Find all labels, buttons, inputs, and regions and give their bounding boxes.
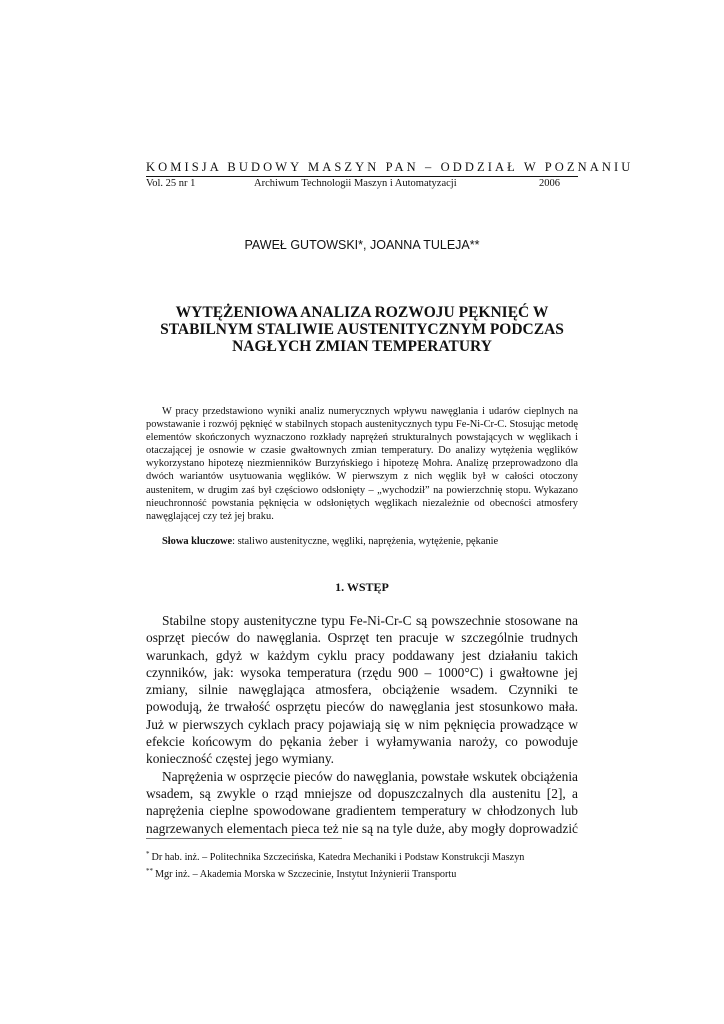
footnote-1 (146, 848, 578, 865)
body-line: zmiany, silnie nawęglająca atmosfera, obciążenie wsadem. Czynniki te (146, 682, 578, 698)
body-line: Już w pierwszych cyklach pracy pojawiają się w nim pęknięcia prowadzące w (146, 716, 578, 732)
body-line: czynników, jak: wysoka temperatura (rzędu 900 – 1000°C) i gwałtowne jej (146, 664, 578, 680)
journal-organization-header: KOMISJA BUDOWY MASZYN PAN – ODDZIAŁ W POZNANIU (146, 160, 634, 174)
keywords-label: Słowa kluczowe (162, 536, 233, 547)
body-line: naprężenia cieplne spowodowane gradientem temperatury w chłodzonych lub (146, 803, 578, 819)
paper-authors: PAWEŁ GUTOWSKI*, JOANNA TULEJA** (244, 238, 480, 252)
footnote-mark: * (146, 850, 150, 858)
footnotes (146, 848, 578, 881)
body-line: Stabilne stopy austenityczne typu Fe-Ni-Cr-C są powszechnie stosowane na (162, 613, 578, 628)
paper-title-line: WYTĘŻENIOWA ANALIZA ROZWOJU PĘKNIĘĆ W (175, 304, 549, 321)
paper-title-line: NAGŁYCH ZMIAN TEMPERATURY (232, 338, 492, 355)
footnote-divider (146, 838, 342, 839)
abstract-text: W pracy przedstawiono wyniki analiz numerycznych wpływu nawęglania i udarów cieplnych na powstawanie i rozwój pęknięć w stabilnych stopach austenitycznych typu Fe-Ni-Cr-C. Stosując metodę elementów skończonych wyznaczono rozkłady naprężeń strukturalnych powstających w węglikach i otaczającej je osnowie w czasie gwałtownych zmian temperatury. Do analizy wytężenia węglików wykorzystano hipotezę niezmienników Burzyńskiego i hipotezę Mohra. Analizę przeprowadzono dla dwóch wariantów usytuowania węglików. W pierwszym z nich węglik był w całości otoczony austenitem, w drugim zaś był częściowo odsłonięty – „wychodził” na powierzchnię stopu. Wykazano nieuchronność powstania pęknięcia w odsłoniętych węglikach niezależnie od obecności atmosfery nawęglającej czy też jej braku. (146, 406, 578, 522)
paragraph-2 (146, 768, 578, 837)
body-text (146, 612, 578, 837)
body-line: powodują, że trwałość osprzętu pieców do nawęglania jest stosunkowo mała. (146, 699, 578, 715)
body-line: wsadem, są zwykle o rząd mniejsze od dopuszczalnych dla austenitu [2], a (146, 785, 578, 801)
paper-title-line: STABILNYM STALIWIE AUSTENITYCZNYM PODCZAS (160, 321, 564, 338)
journal-year: 2006 (539, 178, 560, 189)
body-line: warunkach, gdyż w każdym cyklu pracy poddawany jest działaniu takich (146, 647, 578, 663)
paragraph-1 (146, 612, 578, 768)
keywords (162, 536, 578, 547)
footnote-text: Dr hab. inż. – Politechnika Szczecińska, Katedra Mechaniki i Podstaw Konstrukcji Maszyn (151, 852, 525, 863)
footnote-text: Mgr inż. – Akademia Morska w Szczecinie, Instytut Inżynierii Transportu (155, 868, 457, 880)
journal-info-row (146, 176, 578, 189)
paper-title (146, 304, 578, 355)
paper-abstract (146, 405, 578, 523)
body-line: osprzęt pieców do nawęglania. Osprzęt ten pracuje w szczególnie trudnych (146, 630, 578, 646)
keywords-text: : staliwo austenityczne, węgliki, naprężenia, wytężenie, pękanie (232, 536, 499, 547)
journal-name: Archiwum Technologii Maszyn i Automatyzacji (254, 178, 457, 189)
body-line: konieczność częstej jego wymiany. (146, 751, 335, 767)
footnote-mark: ** (146, 866, 153, 875)
journal-volume: Vol. 25 nr 1 (146, 178, 196, 189)
footnote-2 (146, 865, 578, 882)
body-line: efekcie końcowym do pękania żeber i wyłamywania naroży, co powoduje (146, 734, 578, 750)
body-line: nagrzewanych elementach pieca też nie są na tyle duże, aby mogły doprowadzić (146, 820, 578, 836)
section-heading: 1. WSTĘP (335, 580, 389, 594)
body-line: Naprężenia w osprzęcie pieców do nawęglania, powstałe wskutek obciążenia (162, 768, 578, 784)
